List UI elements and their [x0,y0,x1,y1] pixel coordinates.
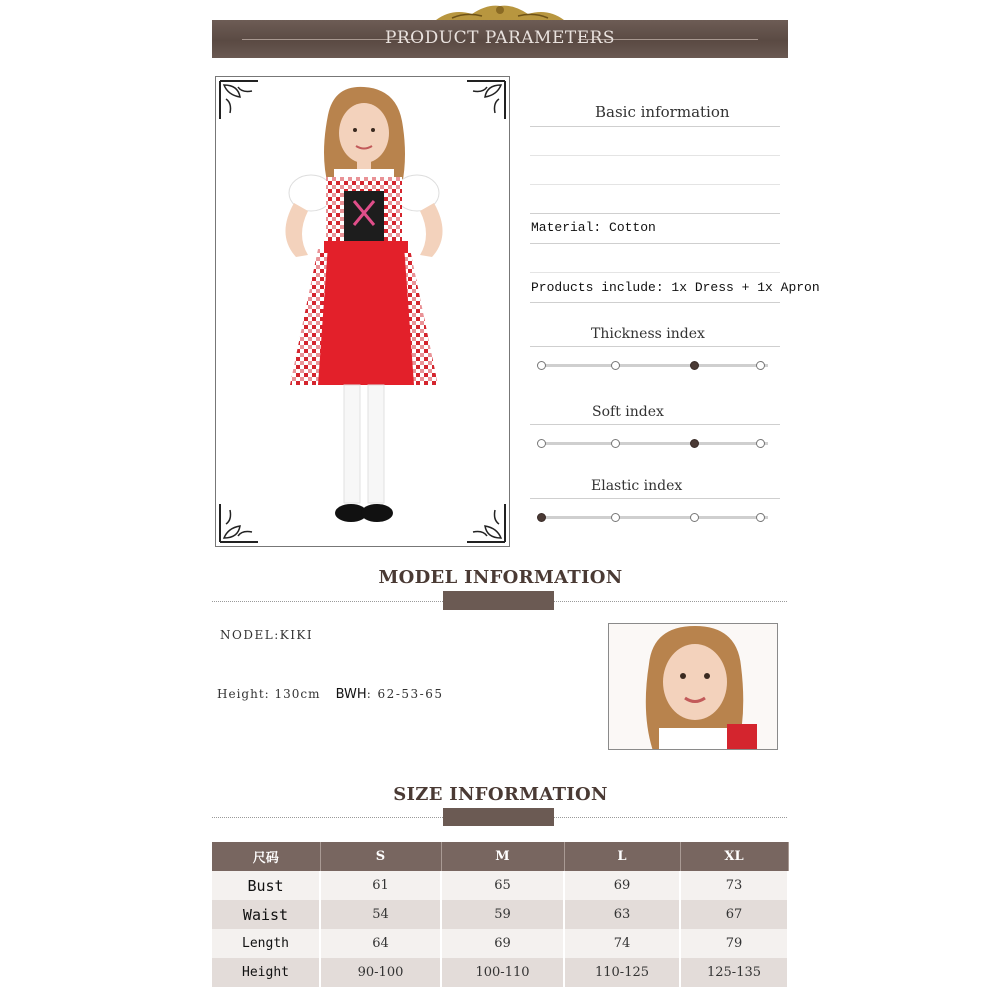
index-slider-track [540,442,768,445]
size-header-cell: M [441,842,564,871]
model-portrait [608,623,778,750]
info-divider [530,126,780,127]
index-dot [537,361,546,370]
material-text: Material: Cotton [531,220,656,235]
table-cell: 74 [564,929,680,958]
page-title: PRODUCT PARAMETERS [384,28,616,48]
index-dot [611,439,620,448]
section-accent-bar [443,808,554,826]
model-face-illustration [609,624,778,750]
info-divider [530,424,780,425]
row-label: Bust [212,871,320,900]
corner-ornament-icon [465,502,507,544]
table-cell: 64 [320,929,441,958]
table-row [212,958,788,987]
table-cell: 69 [564,871,680,900]
dirndl-dress-illustration [256,85,471,540]
index-label: Thickness index [591,326,705,342]
size-header-cell: L [564,842,680,871]
size-header-cell: XL [680,842,788,871]
corner-ornament-icon [218,502,260,544]
bwh-value: : 62-53-65 [366,687,444,701]
bwh-label: BWH [335,687,367,702]
index-dot [756,513,765,522]
info-divider [530,498,780,499]
info-divider [530,243,780,244]
index-dot [756,439,765,448]
row-label: Waist [212,900,320,929]
info-divider [530,346,780,347]
table-row [212,900,788,929]
product-photo [215,76,510,547]
model-section-title: MODEL INFORMATION [378,567,623,588]
includes-text: Products include: 1x Dress + 1x Apron [531,280,820,295]
index-slider-track [540,364,768,367]
row-label: Length [212,929,320,958]
table-cell: 100-110 [441,958,564,987]
corner-ornament-icon [218,79,260,121]
corner-ornament-icon [465,79,507,121]
table-cell: 63 [564,900,680,929]
table-cell: 79 [680,929,788,958]
crest-ornament-icon [432,2,568,22]
size-table [212,842,789,987]
index-dot-active [537,513,546,522]
table-cell: 54 [320,900,441,929]
info-divider [530,184,780,185]
index-label: Soft index [592,404,664,420]
index-dot [537,439,546,448]
size-header-cell: 尺码 [212,842,320,871]
index-dot [611,361,620,370]
model-measurements [217,683,443,702]
model-height: Height: 130cm [217,687,321,701]
table-cell: 125-135 [680,958,788,987]
info-divider [530,155,780,156]
size-header-cell: S [320,842,441,871]
info-divider [530,213,780,214]
header-banner [212,20,788,58]
size-table-header [212,842,788,871]
size-section-title: SIZE INFORMATION [393,784,608,805]
table-cell: 90-100 [320,958,441,987]
table-cell: 59 [441,900,564,929]
basic-info-heading: Basic information [595,103,730,121]
index-dot-active [690,361,699,370]
section-accent-bar [443,591,554,610]
table-cell: 61 [320,871,441,900]
model-name: NODEL:KIKI [220,628,314,642]
table-cell: 110-125 [564,958,680,987]
row-label: Height [212,958,320,987]
table-cell: 73 [680,871,788,900]
table-cell: 67 [680,900,788,929]
table-cell: 69 [441,929,564,958]
index-slider-track [540,516,768,519]
table-row [212,871,788,900]
table-cell: 65 [441,871,564,900]
info-divider [530,302,780,303]
index-dot [611,513,620,522]
index-dot-active [690,439,699,448]
table-row [212,929,788,958]
index-dot [756,361,765,370]
info-divider [530,272,780,273]
index-dot [690,513,699,522]
index-label: Elastic index [591,478,683,494]
